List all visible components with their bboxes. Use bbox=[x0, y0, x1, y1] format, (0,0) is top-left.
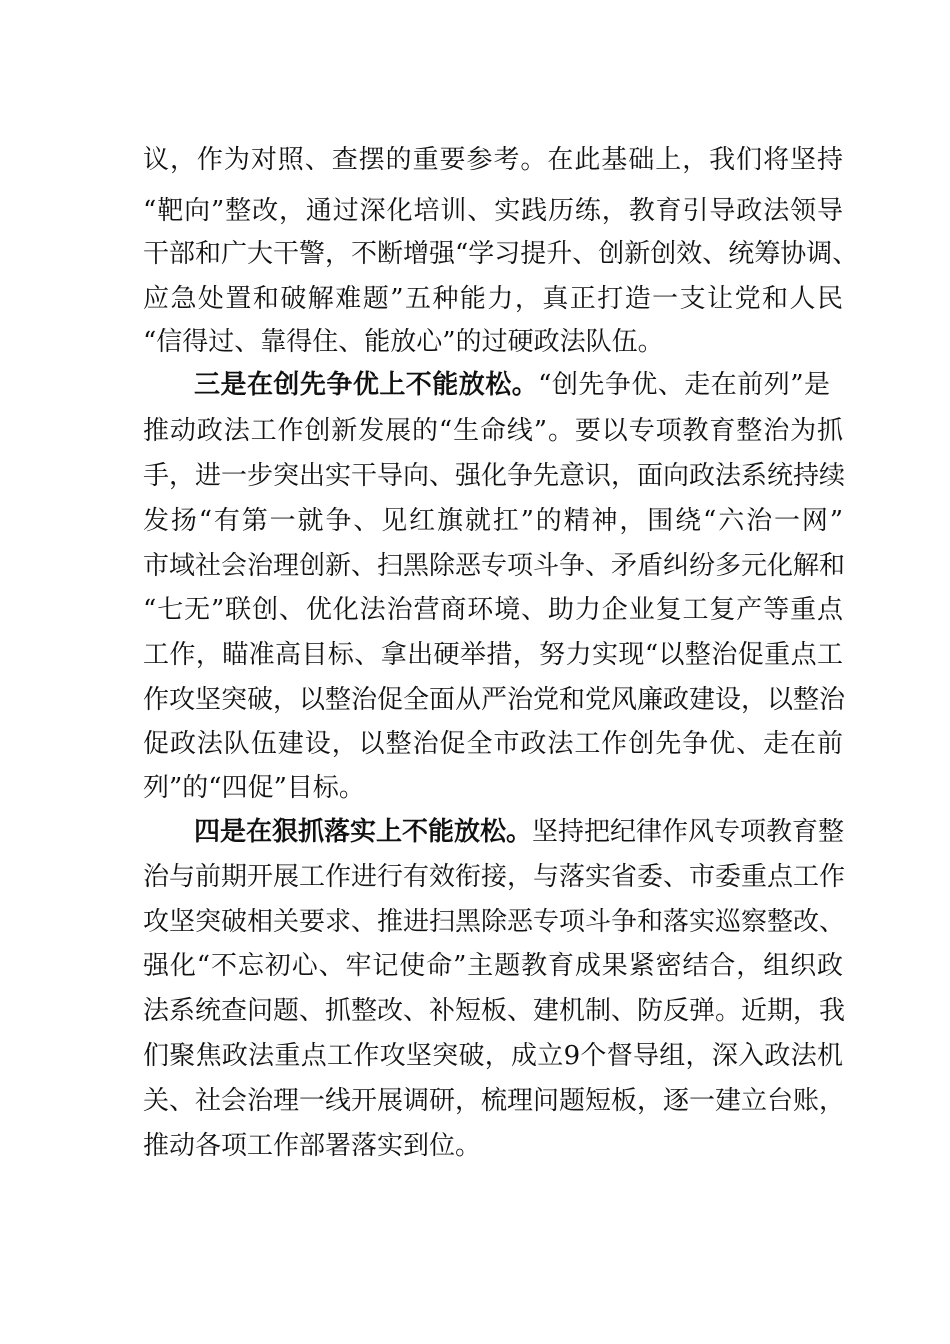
text-line: “靶向”整改，通过深化培训、实践历练，教育引导政法领导 bbox=[143, 196, 843, 226]
paragraph-four-first-line bbox=[194, 812, 845, 852]
text-line: 手，进一步突出实干导向、强化争先意识，面向政法系统持续 bbox=[143, 461, 846, 491]
text-line: “七无”联创、优化法治营商环境、助力企业复工复产等重点 bbox=[143, 595, 843, 625]
text-line: “信得过、靠得住、能放心”的过硬政法队伍。 bbox=[143, 327, 664, 357]
paragraph-four-lead: 四是在狠抓落实上不能放松。 bbox=[194, 817, 533, 847]
text-line: 干部和广大干警，不断增强“学习提升、创新创效、统筹协调、 bbox=[143, 239, 859, 269]
text-line: 列”的“四促”目标。 bbox=[143, 773, 365, 803]
text-line: 关、社会治理一线开展调研，梳理问题短板，逐一建立台账， bbox=[143, 1086, 846, 1116]
text-line: 工作，瞄准高目标、拿出硬举措，努力实现“以整治促重点工 bbox=[143, 640, 843, 670]
text-line: 发扬“有第一就争、见红旗就扛”的精神，围绕“六治一网” bbox=[143, 506, 843, 536]
text-line: 法系统查问题、抓整改、补短板、建机制、防反弹。近期，我 bbox=[143, 996, 846, 1026]
text-line: 议，作为对照、查摆的重要参考。在此基础上，我们将坚持 bbox=[143, 145, 843, 175]
paragraph-three-first-line bbox=[194, 365, 830, 405]
text-line: 推动政法工作创新发展的“生命线”。要以专项教育整治为抓 bbox=[143, 416, 843, 446]
text-line: 应急处置和破解难题”五种能力，真正打造一支让党和人民 bbox=[143, 284, 843, 314]
paragraph-three-lead: 三是在创先争优上不能放松。 bbox=[194, 370, 539, 400]
paragraph-three-first-line-rest: “创先争优、走在前列”是 bbox=[538, 370, 830, 400]
text-line: 市域社会治理创新、扫黑除恶专项斗争、矛盾纠纷多元化解和 bbox=[143, 551, 846, 581]
text-line: 攻坚突破相关要求、推进扫黑除恶专项斗争和落实巡察整改、 bbox=[143, 907, 846, 937]
text-line: 作攻坚突破，以整治促全面从严治党和党风廉政建设，以整治 bbox=[143, 685, 846, 715]
paragraph-four-first-line-rest: 坚持把纪律作风专项教育整 bbox=[532, 817, 845, 847]
text-line: 强化“不忘初心、牢记使命”主题教育成果紧密结合，组织政 bbox=[143, 951, 843, 981]
text-line: 推动各项工作部署落实到位。 bbox=[143, 1131, 482, 1161]
text-line: 促政法队伍建设，以整治促全市政法工作创先争优、走在前 bbox=[143, 729, 843, 759]
text-line: 们聚焦政法重点工作攻坚突破，成立9个督导组，深入政法机 bbox=[143, 1041, 843, 1071]
text-line: 治与前期开展工作进行有效衔接，与落实省委、市委重点工作 bbox=[143, 862, 846, 892]
